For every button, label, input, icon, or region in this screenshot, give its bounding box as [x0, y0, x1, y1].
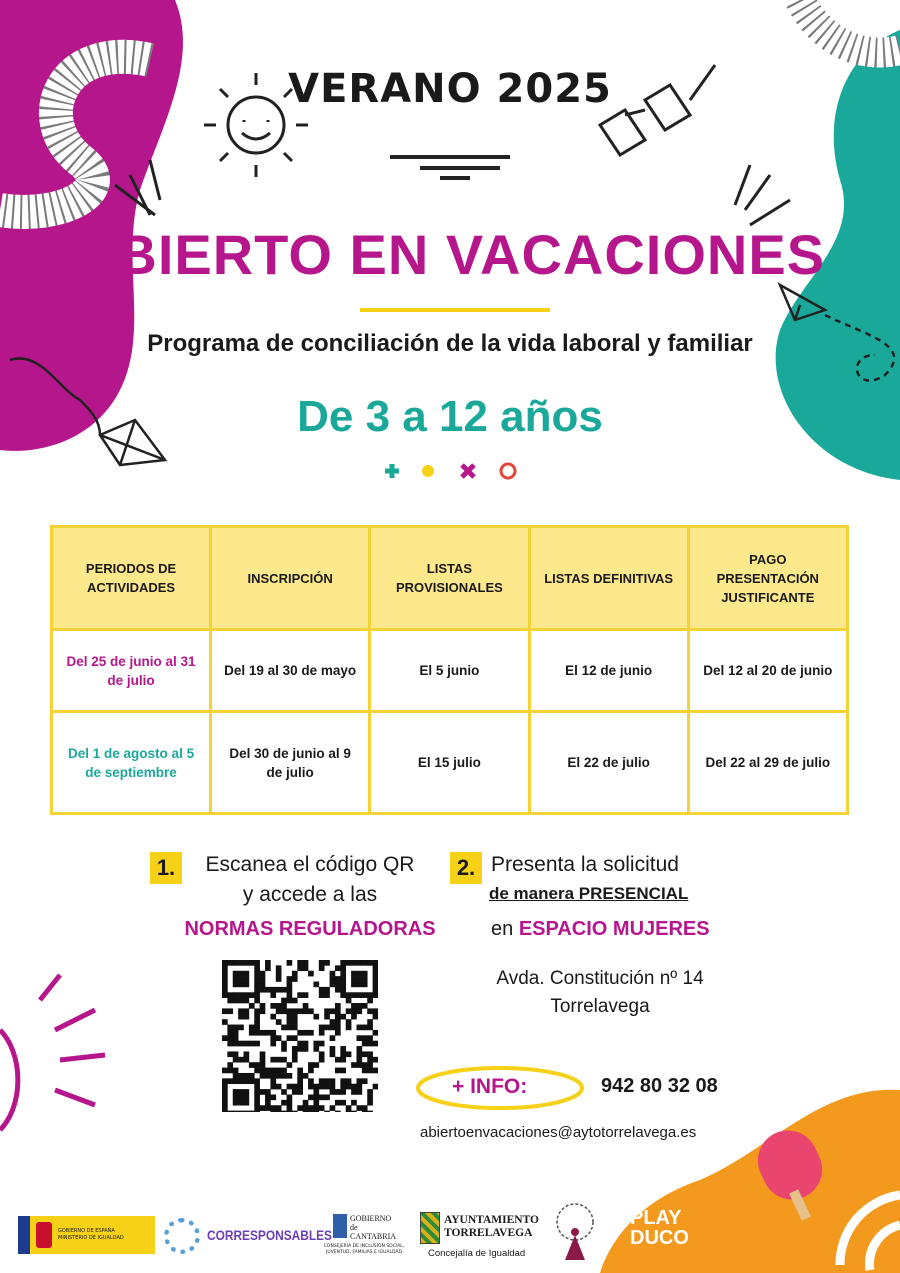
- gobierno-espana-text: GOBIERNO DE ESPAÑA MINISTERIO DE IGUALDAD: [58, 1228, 124, 1241]
- step2-line1: Presenta la solicitud: [491, 853, 679, 876]
- table-row: [52, 630, 848, 712]
- header-cell: INSCRIPCIÓN: [211, 527, 370, 630]
- step2-number: 2.: [450, 852, 482, 884]
- address-line2: Torrelavega: [550, 996, 650, 1017]
- period-cell: Del 25 de junio al 31 de julio: [52, 630, 211, 712]
- table-cell: El 22 de julio: [529, 712, 688, 814]
- event-title: VERANO 2025: [288, 66, 612, 112]
- corresponsables-icon: [164, 1218, 200, 1254]
- header-cell: LISTAS DEFINITIVAS: [529, 527, 688, 630]
- table-cell: Del 19 al 30 de mayo: [211, 630, 370, 712]
- step1-highlight: NORMAS REGULADORAS: [184, 918, 436, 940]
- table-cell: Del 22 al 29 de julio: [688, 712, 847, 814]
- cantabria-shield-icon: [333, 1214, 347, 1238]
- step1-line2: y accede a las: [242, 883, 378, 906]
- underline-strokes: [390, 157, 510, 178]
- step2-prefix: en: [491, 918, 514, 940]
- corresponsables-logo: CORRESPONSABLES: [207, 1227, 332, 1243]
- cantabria-subtext: CONSEJERÍA DE INCLUSIÓN SOCIAL, JUVENTUD, FAMILIAS E IGUALDAD: [323, 1244, 405, 1255]
- coat-of-arms-icon: [36, 1222, 52, 1248]
- email-address[interactable]: abiertoenvacaciones@aytotorrelavega.es: [420, 1124, 697, 1141]
- sun-rays-decoration: [0, 975, 105, 1130]
- playduco-logo: PLAY DUCO: [630, 1207, 689, 1249]
- step2-line2: de manera PRESENCIAL: [489, 884, 689, 903]
- ayuntamiento-subtext: Concejalía de Igualdad: [428, 1248, 526, 1259]
- tree-logo-icon: [545, 1200, 605, 1265]
- step1-line1: Escanea el código QR: [205, 853, 415, 876]
- age-range: De 3 a 12 años: [297, 392, 603, 441]
- header-cell: PAGO PRESENTACIÓN JUSTIFICANTE: [688, 527, 847, 630]
- address-line1: Avda. Constitución nº 14: [496, 968, 704, 989]
- table-row: [52, 712, 848, 814]
- qr-code[interactable]: [222, 960, 378, 1112]
- header-cell: LISTAS PROVISIONALES: [370, 527, 529, 630]
- phone-number[interactable]: 942 80 32 08: [601, 1075, 718, 1097]
- table-header-row: [52, 527, 848, 630]
- table-cell: Del 30 de junio al 9 de julio: [211, 712, 370, 814]
- table-cell: Del 12 al 20 de junio: [688, 630, 847, 712]
- step1-number: 1.: [150, 852, 182, 884]
- subtitle: Programa de conciliación de la vida laboral y familiar: [147, 330, 753, 357]
- schedule-table: [50, 525, 849, 815]
- info-label: + INFO:: [452, 1075, 528, 1098]
- torrelavega-shield-icon: [420, 1212, 440, 1244]
- gobierno-espana-logo: [18, 1216, 155, 1254]
- cantabria-logo: GOBIERNO de CANTABRIA: [350, 1214, 397, 1241]
- yellow-divider: [360, 308, 550, 312]
- table-cell: El 5 junio: [370, 630, 529, 712]
- step2-highlight: ESPACIO MUJERES: [518, 918, 710, 940]
- table-cell: El 12 de junio: [529, 630, 688, 712]
- headline: ABIERTO EN VACACIONES: [74, 223, 826, 286]
- ayuntamiento-logo: AYUNTAMIENTO TORRELAVEGA: [444, 1214, 539, 1239]
- period-cell: Del 1 de agosto al 5 de septiembre: [52, 712, 211, 814]
- dotted-ribbon-right: [800, 0, 900, 53]
- shape-symbols: [385, 464, 515, 478]
- header-cell: PERIODOS DE ACTIVIDADES: [52, 527, 211, 630]
- table-cell: El 15 julio: [370, 712, 529, 814]
